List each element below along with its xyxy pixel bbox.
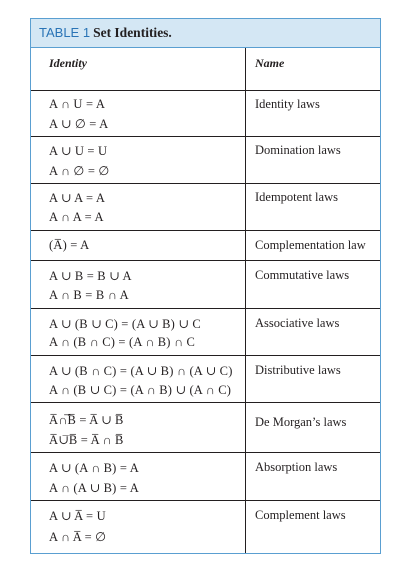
identity-formula: (A̅) = A: [49, 238, 90, 252]
table-number: TABLE 1: [39, 25, 91, 40]
table-row: [31, 356, 380, 403]
identity-formula: A ∩ ∅ = ∅: [49, 164, 110, 178]
identity-formula: A ∩ B = B ∩ A: [49, 288, 129, 302]
table-title: Set Identities.: [93, 25, 172, 40]
table-row: [31, 403, 380, 453]
identity-formula: A ∩ (B ∩ C) = (A ∩ B) ∩ C: [49, 335, 196, 349]
table-header-row: [31, 48, 380, 91]
identity-column-header: Identity: [49, 56, 87, 70]
table-caption: [31, 19, 380, 48]
table-row: [31, 137, 380, 184]
identity-formula: A ∪ ∅ = A: [49, 117, 109, 131]
law-name: Associative laws: [255, 316, 340, 330]
table-row: [31, 261, 380, 309]
identity-formula: A ∪ (B ∪ C) = (A ∪ B) ∪ C: [49, 317, 201, 331]
law-name: Commutative laws: [255, 268, 350, 282]
table-row: [31, 91, 380, 137]
identity-formula: A ∩ (A ∪ B) = A: [49, 481, 139, 495]
identity-formula: A ∩ A = A: [49, 210, 104, 224]
identity-formula: A ∩ (B ∪ C) = (A ∩ B) ∪ (A ∩ C): [49, 383, 232, 397]
identity-formula: A̅∩̅B̅ = A̅ ∪ B̅: [49, 413, 124, 427]
law-name: Absorption laws: [255, 460, 338, 474]
name-column-header: Name: [255, 56, 285, 70]
identity-formula: A ∩ U = A: [49, 97, 106, 111]
identity-formula: A ∪ A = A: [49, 191, 106, 205]
table-row: [31, 231, 380, 261]
law-name: De Morgan’s laws: [255, 415, 347, 429]
identity-formula: A̅∪̅B̅ = A̅ ∩ B̅: [49, 433, 124, 447]
law-name: Distributive laws: [255, 363, 341, 377]
law-name: Domination laws: [255, 143, 341, 157]
law-name: Complementation law: [255, 238, 366, 252]
identity-formula: A ∩ A̅ = ∅: [49, 530, 107, 544]
identity-formula: A ∪ U = U: [49, 144, 108, 158]
table-row: [31, 184, 380, 231]
law-name: Complement laws: [255, 508, 346, 522]
law-name: Idempotent laws: [255, 190, 338, 204]
identity-formula: A ∪ B = B ∪ A: [49, 269, 132, 283]
set-identities-table: [30, 18, 381, 554]
identity-formula: A ∪ (B ∩ C) = (A ∪ B) ∩ (A ∪ C): [49, 364, 233, 378]
table-row: [31, 453, 380, 501]
identity-formula: A ∪ A̅ = U: [49, 509, 106, 523]
law-name: Identity laws: [255, 97, 320, 111]
table-row: [31, 309, 380, 356]
identity-formula: A ∪ (A ∩ B) = A: [49, 461, 139, 475]
table-row: [31, 501, 380, 553]
